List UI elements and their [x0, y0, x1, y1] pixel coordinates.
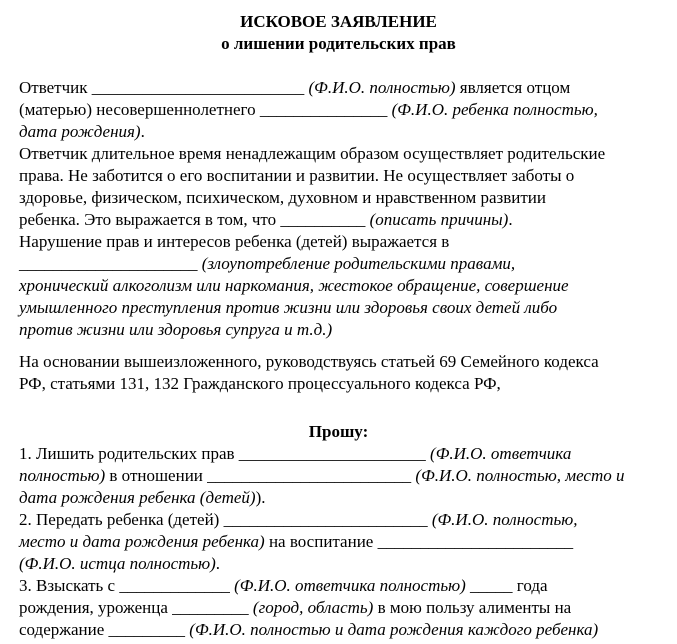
text-fragment: в мою пользу алименты на: [373, 598, 572, 617]
text-fragment: (Ф.И.О. полностью, место и: [415, 466, 625, 485]
text-fragment: Ответчик длительное время ненадлежащим образом осуществляет родительские: [19, 144, 606, 163]
text-line: [19, 319, 671, 341]
text-fragment: против жизни или здоровья супруга и т.д.): [19, 320, 333, 339]
text-line: [19, 509, 671, 531]
text-fragment: 3. Взыскать с _____________: [19, 576, 235, 595]
text-line: [19, 373, 671, 395]
text-fragment: место и дата рождения ребенка): [19, 532, 265, 551]
text-fragment: дата рождения ребенка (детей): [19, 488, 256, 507]
text-line: [19, 187, 671, 209]
text-fragment: в отношении ________________________: [105, 466, 416, 485]
text-fragment: (Ф.И.О. ответчика полностью): [234, 576, 466, 595]
text-fragment: (матерью) несовершеннолетнего _______________: [19, 100, 392, 119]
text-fragment: 2. Передать ребенка (детей) ________________________: [19, 510, 432, 529]
text-line: [19, 553, 671, 575]
text-fragment: содержание _________: [19, 620, 190, 639]
text-fragment: .: [508, 210, 513, 229]
text-line: [19, 121, 671, 143]
text-fragment: на воспитание _______________________: [264, 532, 574, 551]
text-line: [19, 253, 671, 275]
text-fragment: здоровье, физическом, психическом, духовном и нравственном развитии: [19, 188, 546, 207]
text-fragment: умышленного преступления против жизни или здоровья своих детей либо: [19, 298, 558, 317]
text-line: [19, 443, 671, 465]
text-line: [19, 531, 671, 553]
text-line: [19, 231, 671, 253]
text-line: [19, 165, 671, 187]
text-fragment: полностью): [19, 466, 106, 485]
basis-paragraph: [19, 351, 671, 395]
text-fragment: права. Не заботится о его воспитании и развитии. Не осуществляет заботы о: [19, 166, 575, 185]
text-fragment: ребенка. Это выражается в том, что __________: [19, 210, 370, 229]
text-fragment: Нарушение прав и интересов ребенка (детей) выражается в: [19, 232, 450, 251]
text-line: [19, 465, 671, 487]
text-line: [19, 487, 671, 509]
text-fragment: (Ф.И.О. полностью,: [431, 510, 578, 529]
text-fragment: На основании вышеизложенного, руководствуясь статьей 69 Семейного кодекса: [19, 352, 599, 371]
text-fragment: Ответчик _________________________: [19, 78, 309, 97]
text-fragment: (Ф.И.О. полностью): [308, 78, 456, 97]
text-fragment: 1. Лишить родительских прав ______________________: [19, 444, 431, 463]
text-line: [19, 99, 671, 121]
text-fragment: .: [215, 554, 221, 573]
text-fragment: .: [140, 122, 145, 141]
text-line: [19, 297, 671, 319]
text-line: [19, 575, 671, 597]
text-line: [19, 209, 671, 231]
text-line: [19, 619, 671, 641]
text-fragment: (Ф.И.О. ответчика: [430, 444, 572, 463]
text-fragment: (злоупотребление родительскими правами,: [201, 254, 516, 273]
text-line: [19, 275, 671, 297]
text-fragment: (Ф.И.О. ребенка полностью,: [391, 100, 598, 119]
text-fragment: является отцом: [455, 78, 571, 97]
text-fragment: (город, область): [252, 598, 374, 617]
text-line: [19, 597, 671, 619]
document-subtitle: о лишении родительских прав: [221, 34, 456, 53]
text-fragment: _____ года: [465, 576, 548, 595]
text-line: [19, 143, 671, 165]
text-fragment: _____________________: [19, 254, 202, 273]
text-fragment: РФ, статьями 131, 132 Гражданского процессуального кодекса РФ,: [19, 374, 501, 393]
request-list: [19, 443, 671, 641]
request-heading: Прошу:: [308, 422, 369, 441]
text-fragment: (описать причины): [369, 210, 509, 229]
text-fragment: дата рождения): [19, 122, 141, 141]
text-fragment: (Ф.И.О. истца полностью): [19, 554, 216, 573]
claim-body: [19, 77, 671, 341]
text-fragment: хронический алкоголизм или наркомания, жестокое обращение, совершение: [19, 276, 569, 295]
text-line: [19, 77, 671, 99]
text-fragment: ).: [255, 488, 266, 507]
text-line: [19, 351, 671, 373]
text-fragment: (Ф.И.О. полностью и дата рождения каждого ребенка): [189, 620, 599, 639]
document-title: ИСКОВОЕ ЗАЯВЛЕНИЕ: [240, 12, 437, 31]
text-fragment: рождения, уроженца _________: [19, 598, 253, 617]
